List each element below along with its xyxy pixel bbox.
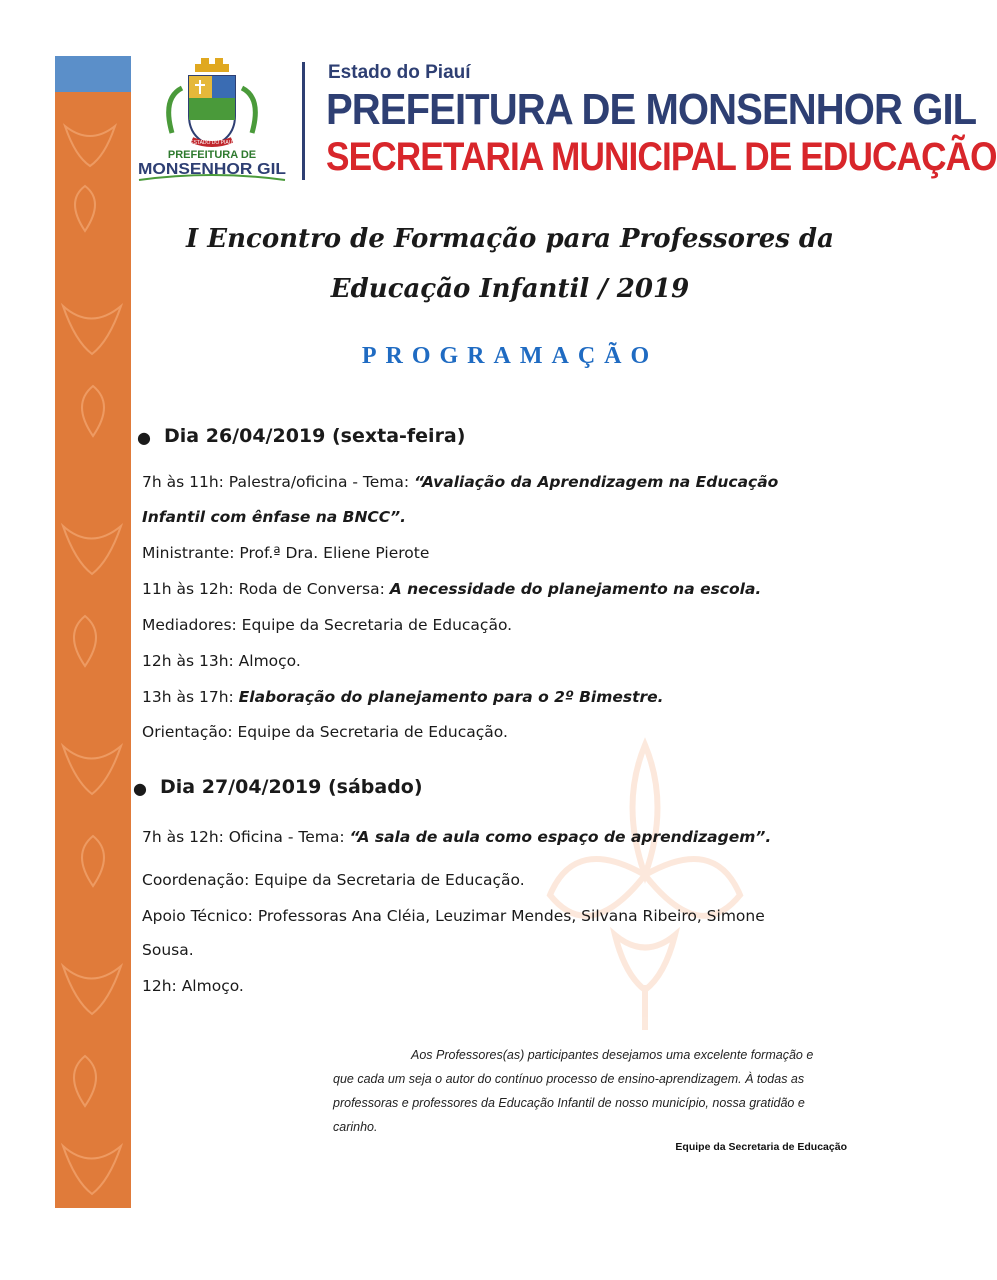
programacao-heading: PROGRAMAÇÃO [361, 343, 659, 369]
signature: Equipe da Secretaria de Educação [675, 1141, 847, 1153]
bullet-icon: ● [137, 428, 151, 447]
day2-apoio-line2: Sousa. [142, 941, 194, 959]
crest-line1: PREFEITURA DE [167, 149, 257, 161]
day2-heading: Dia 27/04/2019 (sábado) [160, 776, 423, 798]
day1-orientacao: Orientação: Equipe da Secretaria de Educação. [142, 723, 508, 741]
day2-apoio-line1: Apoio Técnico: Professoras Ana Cléia, Leuzimar Mendes, Silvana Ribeiro, Simone [142, 907, 765, 925]
floral-watermark [540, 735, 750, 1035]
day2-item1 [142, 827, 771, 847]
state-name: Estado do Piauí [328, 62, 471, 83]
closing-message [333, 1043, 853, 1139]
header-divider [302, 62, 305, 180]
day2-almoco: 12h: Almoço. [142, 977, 244, 995]
title-line2: Educação Infantil / 2019 [330, 274, 690, 304]
day1-mediadores: Mediadores: Equipe da Secretaria de Educação. [142, 616, 513, 634]
secretaria-name: SECRETARIA MUNICIPAL DE EDUCAÇÃO [326, 135, 997, 179]
day2-coordenacao: Coordenação: Equipe da Secretaria de Educação. [142, 871, 525, 889]
decorative-side-band [55, 56, 131, 1208]
day1-item3 [142, 687, 664, 707]
day1-item1-theme-a: “Avaliação da Aprendizagem na Educação [414, 473, 779, 491]
day1-heading: Dia 26/04/2019 (sexta-feira) [164, 425, 466, 447]
prefeitura-name: PREFEITURA DE MONSENHOR GIL [326, 85, 977, 134]
day2-item1-prefix: 7h às 12h: Oficina - Tema: [142, 828, 350, 846]
crest-line2: MONSENHOR GIL [138, 161, 287, 178]
crest-ribbon-text: ESTADO DO PIAUÍ [190, 140, 234, 146]
day1-item1-theme-b: Infantil com ênfase na BNCC”. [142, 508, 407, 526]
day1-item1-cont [142, 507, 406, 527]
document-title [160, 214, 860, 314]
day1-item2-prefix: 11h às 12h: Roda de Conversa: [142, 580, 390, 598]
day1-item1-prefix: 7h às 11h: Palestra/oficina - Tema: [142, 473, 415, 491]
title-line1: I Encontro de Formação para Professores da [186, 224, 834, 254]
closing-line4: carinho. [333, 1120, 378, 1134]
municipal-crest-logo [137, 58, 287, 184]
closing-line1: Aos Professores(as) participantes desejamos uma excelente formação e [411, 1048, 814, 1062]
day1-item2-theme: A necessidade do planejamento na escola. [389, 580, 762, 598]
day1-ministrante: Ministrante: Prof.ª Dra. Eliene Pierote [142, 544, 430, 562]
bullet-icon: ● [133, 779, 147, 798]
day1-item3-prefix: 13h às 17h: [142, 688, 239, 706]
closing-line2: que cada um seja o autor do contínuo processo de ensino-aprendizagem. À todas as [333, 1072, 805, 1086]
closing-line3: professoras e professores da Educação Infantil de nosso município, nossa gratidão e [333, 1096, 805, 1110]
day1-item2 [142, 579, 761, 599]
day2-item1-theme: “A sala de aula como espaço de aprendizagem”. [349, 828, 772, 846]
letterhead [137, 58, 997, 186]
floral-pattern [55, 56, 131, 1208]
day1-item1 [142, 472, 778, 492]
day1-almoco: 12h às 13h: Almoço. [142, 652, 301, 670]
day1-item3-theme: Elaboração do planejamento para o 2º Bimestre. [238, 688, 664, 706]
